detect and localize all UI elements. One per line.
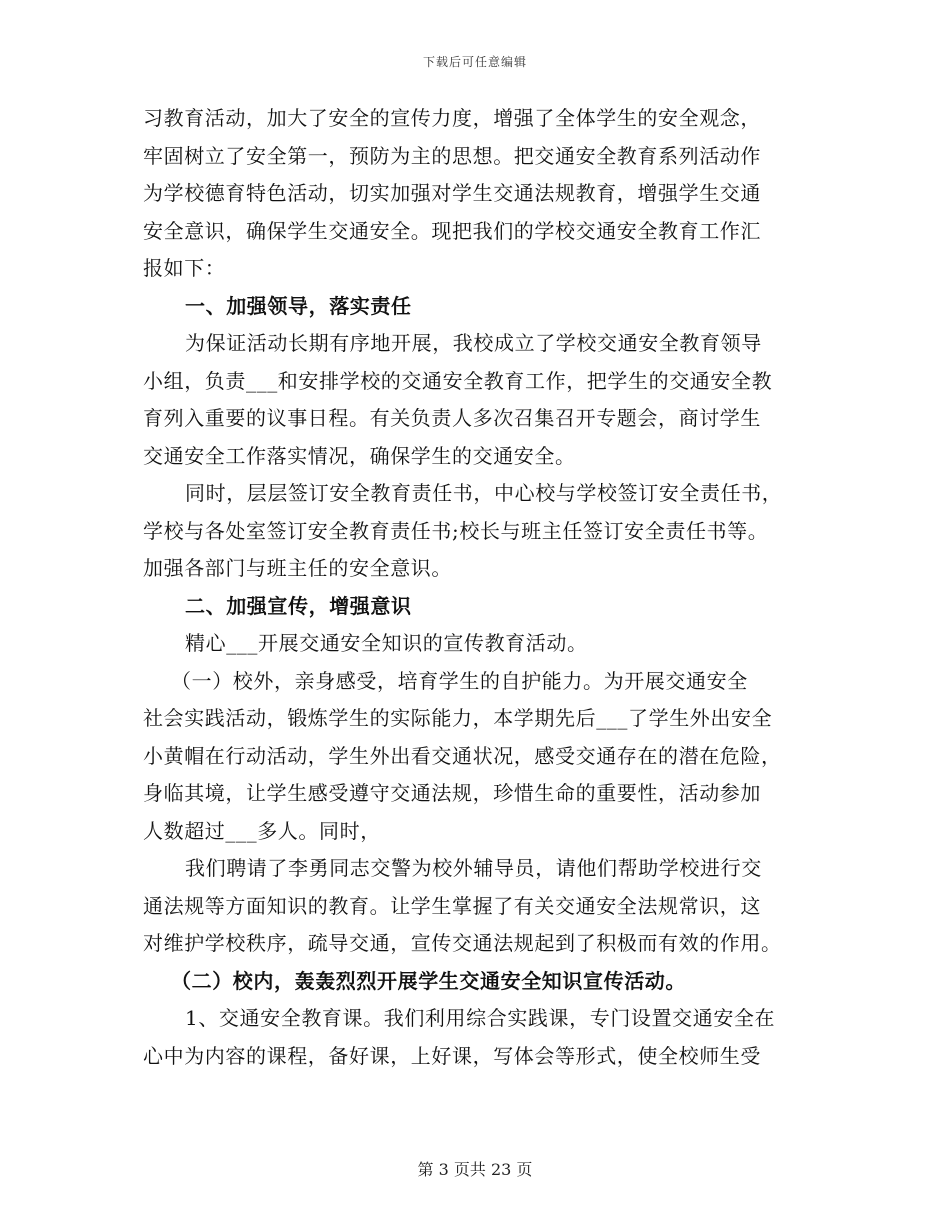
body-line: 牢固树立了安全第一，预防为主的思想。把交通安全教育系列活动作 [143,143,761,168]
body-line: 小黄帽在行动活动，学生外出看交通状况，感受交通存在的潜在危险， [143,743,782,768]
body-line: 社会实践活动，锻炼学生的实际能力，本学期先后___了学生外出安全 [143,706,773,730]
body-line: 加强各部门与班主任的安全意识。 [143,556,452,580]
header-note: 下载后可任意编辑 [422,55,527,69]
body-line: 通法规等方面知识的教育。让学生掌握了有关交通安全法规常识，这 [143,893,761,918]
body-line: 同时，层层签订安全教育责任书，中心校与学校签订安全责任书， [185,481,783,505]
body-line: 精心___开展交通安全知识的宣传教育活动。 [185,631,588,655]
body-line: 学校与各处室签订安全教育责任书;校长与班主任签订安全责任书等。 [143,518,769,543]
body-line: 人数超过___多人。同时， [143,818,381,843]
body-line: 交通安全工作落实情况，确保学生的交通安全。 [143,443,576,468]
subsection-heading-2: （二）校内，轰轰烈烈开展学生交通安全知识宣传活动。 [171,968,686,993]
page-footer: 第 3 页共 23 页 [417,1160,533,1179]
body-line: 习教育活动，加大了安全的宣传力度，增强了全体学生的安全观念， [143,106,761,130]
body-line: 身临其境，让学生感受遵守交通法规，珍惜生命的重要性，活动参加 [143,781,761,805]
body-line: 安全意识，确保学生交通安全。现把我们的学校交通安全教育工作汇 [143,218,761,243]
body-line: 育列入重要的议事日程。有关负责人多次召集召开专题会，商讨学生 [143,406,761,430]
body-line: 小组，负责___和安排学校的交通安全教育工作，把学生的交通安全教 [143,368,773,393]
body-line: 心中为内容的课程，备好课，上好课，写体会等形式，使全校师生受 [143,1043,761,1068]
body-line: 对维护学校秩序，疏导交通，宣传交通法规起到了积极而有效的作用。 [143,931,782,955]
body-line: 1、交通安全教育课。我们利用综合实践课，专门设置交通安全在 [185,1006,776,1030]
body-line: 报如下： [143,256,226,280]
body-line: 我们聘请了李勇同志交警为校外辅导员，请他们帮助学校进行交 [185,856,762,880]
subsection-line: （一）校外，亲身感受，培育学生的自护能力。为开展交通安全 [171,668,748,693]
section-heading-1: 一、加强领导，落实责任 [185,293,412,318]
document-body [143,100,813,1075]
body-line: 为保证活动长期有序地开展，我校成立了学校交通安全教育领导 [185,331,762,355]
section-heading-2: 二、加强宣传，增强意识 [185,593,412,618]
body-line: 为学校德育特色活动，切实加强对学生交通法规教育，增强学生交通 [143,181,761,205]
